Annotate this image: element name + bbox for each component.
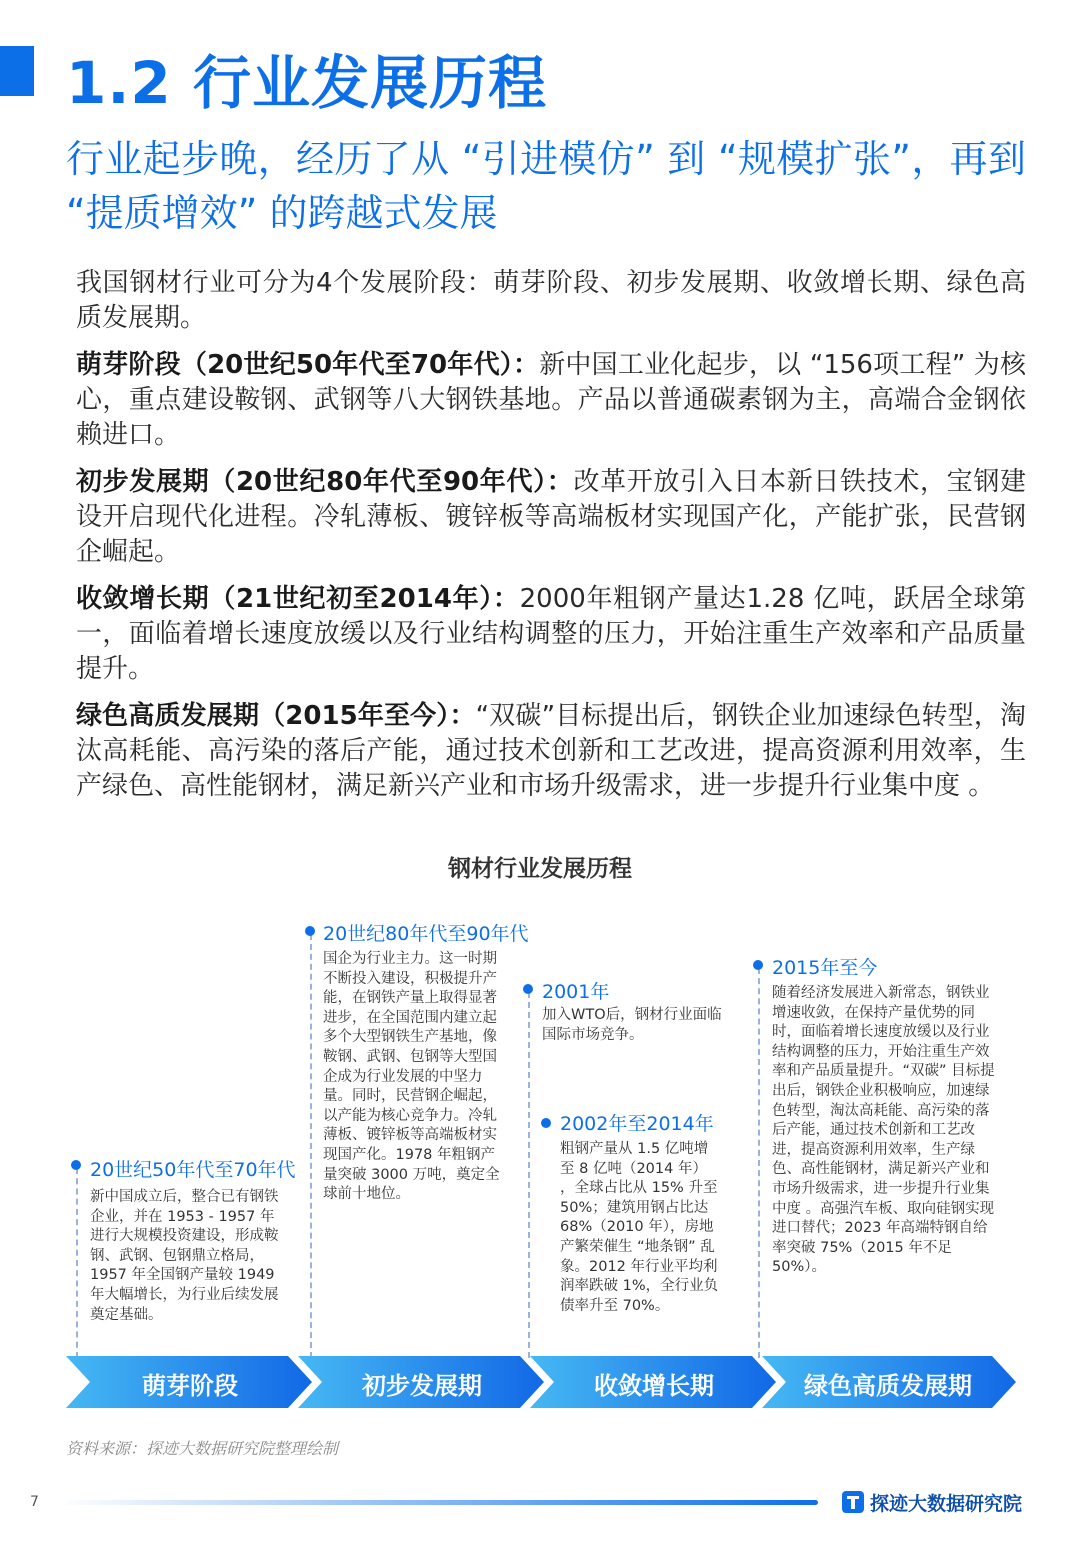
timeline-connector bbox=[310, 934, 312, 1358]
timeline-dot bbox=[541, 1118, 551, 1128]
phase-paragraph-3 bbox=[76, 582, 1026, 687]
event-text: 粗钢产量从 1.5 亿吨增至 8 亿吨（2014 年） ，全球占比从 15% 升至 50%；建筑用钢占比达 68%（2010 年），房地产繁荣催生 “地条钢” 乱象。2012 年行业平均利润率跌破 1%，全行业负债率升至 70%。 bbox=[560, 1141, 719, 1314]
page-subtitle: 行业起步晚，经历了从 “引进模仿” 到 “规模扩张”，再到 “提质增效” 的跨越式发展 bbox=[66, 137, 1026, 235]
event-title: 20世纪80年代至90年代 bbox=[323, 923, 529, 945]
paragraph-heading: 收敛增长期（21世纪初至2014年）： bbox=[76, 584, 520, 614]
paragraph-text: 新中国工业化起步，以 “156项工程” 为核心，重点建设鞍钢、武钢等八大钢铁基地。产品以普通碳素钢为主，高端合金钢依赖进口。 bbox=[76, 350, 1026, 450]
event-text: 随着经济发展进入新常态，钢铁业增速收敛，在保持产量优势的同时，面临着增长速度放缓以及行业结构调整的压力，开始注重生产效率和产品质量提升。“双碳” 目标提出后，钢铁企业积极响应，加速绿色转型，淘汰高耗能、高污染的落后产能，通过技术创新和工艺改进，提高资源利用效率，生产绿色、高性能钢材，满足新兴产业和市场升级需求，进一步提升行业集中度 。高强汽车板、取向硅钢实现进口替代；2023 年高端特钢自给率突破 75%（2015 年不足 50%）。 bbox=[772, 985, 995, 1276]
event-title: 2015年至今 bbox=[772, 957, 878, 979]
event-title: 2002年至2014年 bbox=[560, 1113, 714, 1135]
paragraph-text: “双碳”目标提出后，钢铁企业加速绿色转型，淘汰高耗能、高污染的落后产能，通过技术创新和工艺改进，提高资源利用效率，生产绿色、高性能钢材，满足新兴产业和市场升级需求，进一步提升行业集中度 。 bbox=[76, 701, 1026, 801]
brand-name: 探迹大数据研究院 bbox=[870, 1493, 1023, 1515]
timeline-connector bbox=[528, 992, 530, 1358]
brand-logo-icon bbox=[842, 1491, 864, 1513]
paragraph-text: 2000年粗钢产量达1.28 亿吨，跃居全球第一，面临着增长速度放缓以及行业结构调整的压力，开始注重生产效率和产品质量提升。 bbox=[76, 584, 1026, 684]
event-text: 加入WTO后，钢材行业面临国际市场竞争。 bbox=[542, 1007, 722, 1043]
timeline-connector bbox=[76, 1168, 78, 1358]
timeline-title: 钢材行业发展历程 bbox=[448, 856, 632, 882]
timeline-dot bbox=[523, 984, 533, 994]
phase-paragraph-4 bbox=[76, 699, 1026, 804]
phase-label-2: 初步发展期 bbox=[362, 1372, 482, 1400]
page-number: 7 bbox=[30, 1494, 39, 1510]
timeline-dot bbox=[71, 1160, 81, 1170]
event-title: 20世纪50年代至70年代 bbox=[90, 1159, 296, 1181]
title-accent-bar bbox=[0, 46, 34, 96]
paragraph-heading: 萌芽阶段（20世纪50年代至70年代）： bbox=[76, 350, 540, 380]
phase-paragraph-1 bbox=[76, 348, 1026, 453]
phase-label-1: 萌芽阶段 bbox=[142, 1372, 238, 1400]
timeline-dot bbox=[305, 926, 315, 936]
timeline-connector bbox=[758, 968, 760, 1358]
phase-paragraph-2 bbox=[76, 465, 1026, 570]
event-text: 新中国成立后，整合已有钢铁企业，并在 1953 - 1957 年进行大规模投资建设，形成鞍钢、武钢、包钢鼎立格局，1957 年全国钢产量较 1949 年大幅增长，为行业后续发展奠定基础。 bbox=[90, 1189, 279, 1323]
event-text: 国企为行业主力。这一时期不断投入建设，积极提升产能，在钢铁产量上取得显著进步，在全国范围内建立起多个大型钢铁生产基地，像鞍钢、武钢、包钢等大型国企成为行业发展的中坚力量。同时，民营钢企崛起，以产能为核心竞争力。冷轧薄板、镀锌板等高端板材实现国产化。1978 年粗钢产量突破 3000 万吨，奠定全球前十地位。 bbox=[323, 951, 500, 1203]
footer-divider bbox=[58, 1500, 818, 1505]
phase-label-4: 绿色高质发展期 bbox=[804, 1372, 972, 1400]
body-text bbox=[76, 266, 1026, 816]
phase-label-3: 收敛增长期 bbox=[594, 1372, 714, 1400]
paragraph-heading: 初步发展期（20世纪80年代至90年代）： bbox=[76, 467, 574, 497]
event-title: 2001年 bbox=[542, 981, 610, 1003]
paragraph-heading: 绿色高质发展期（2015年至今）： bbox=[76, 701, 476, 731]
paragraph-text: 改革开放引入日本新日铁技术，宝钢建设开启现代化进程。冷轧薄板、镀锌板等高端板材实现国产化，产能扩张，民营钢企崛起。 bbox=[76, 467, 1026, 567]
timeline-dot bbox=[753, 960, 763, 970]
intro-paragraph: 我国钢材行业可分为4个发展阶段：萌芽阶段、初步发展期、收敛增长期、绿色高质发展期。 bbox=[76, 268, 1026, 333]
page-title: 1.2 行业发展历程 bbox=[66, 49, 547, 117]
source-note: 资料来源：探迹大数据研究院整理绘制 bbox=[66, 1439, 339, 1458]
